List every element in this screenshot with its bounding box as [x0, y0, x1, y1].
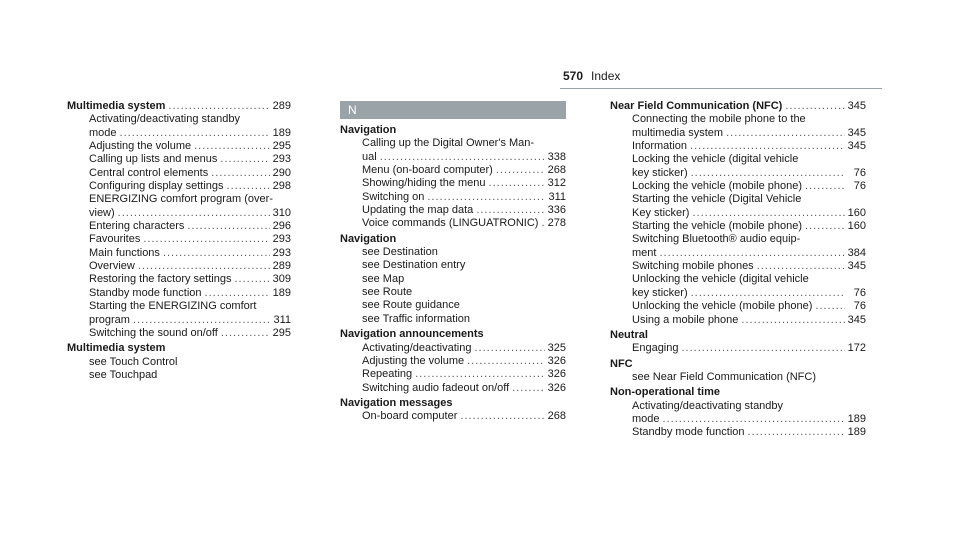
sub-entry: [340, 137, 566, 150]
sub-entry: [340, 355, 566, 368]
dot-leader: [133, 314, 270, 327]
sub-entry: [67, 127, 291, 140]
sub-entry: [67, 220, 291, 233]
dot-leader: [194, 140, 270, 153]
dot-leader: [541, 217, 544, 230]
page-reference: 345: [847, 313, 866, 326]
entry-heading-row: [67, 342, 291, 355]
page-reference: 290: [272, 166, 291, 179]
entry-heading: Neutral: [610, 328, 648, 341]
dot-leader: [220, 153, 269, 166]
sub-entry: [610, 247, 866, 260]
dot-leader: [691, 167, 845, 180]
sub-entry: [340, 342, 566, 355]
letter-header: N: [340, 101, 566, 119]
page-reference: 189: [847, 412, 866, 425]
sub-entry: [610, 426, 866, 439]
sub-entry-text: Key sticker): [632, 206, 690, 219]
entry-heading-row: [340, 328, 566, 341]
entry-heading: Navigation announcements: [340, 328, 484, 341]
dot-leader: [496, 164, 545, 177]
page-reference: 345: [847, 126, 866, 139]
sub-entry: [610, 260, 866, 273]
sub-entry-text: see Map: [362, 272, 405, 285]
sub-entry: [67, 356, 291, 369]
sub-entry-text: Adjusting the volume: [362, 354, 465, 367]
dot-leader: [415, 368, 544, 381]
sub-entry: [340, 273, 566, 286]
entry-heading-row: [610, 358, 866, 371]
sub-entry: [67, 153, 291, 166]
sub-entry-text: Voice commands (LINGUATRONIC): [362, 217, 539, 230]
sub-entry-text: see Destination entry: [362, 259, 466, 272]
sub-entry-text: mode: [632, 412, 660, 425]
sub-entry: [610, 140, 866, 153]
sub-entry: [340, 299, 566, 312]
sub-entry-text: Activating/deactivating standby: [89, 113, 241, 126]
dot-leader: [757, 260, 845, 273]
sub-entry-text: see Touch Control: [89, 355, 178, 368]
sub-entry-text: Starting the vehicle (Digital Vehicle: [632, 193, 802, 206]
sub-entry: [67, 140, 291, 153]
dot-leader: [211, 167, 269, 180]
sub-entry: [340, 217, 566, 230]
dot-leader: [512, 382, 544, 395]
sub-entry: [610, 220, 866, 233]
entry-heading-row: [67, 100, 291, 113]
sub-entry-text: mode: [89, 126, 117, 139]
index-entry: [340, 328, 566, 395]
index-entry: [610, 100, 866, 327]
entry-heading-row: [610, 329, 866, 342]
page-reference: 160: [847, 220, 866, 233]
sub-entry: [610, 180, 866, 193]
sub-entry-text: Activating/deactivating standby: [632, 399, 784, 412]
sub-entry: [340, 313, 566, 326]
dot-leader: [805, 180, 845, 193]
dot-leader: [227, 180, 270, 193]
page-reference: 345: [847, 100, 866, 112]
dot-leader: [691, 287, 845, 300]
sub-entry-text: Main functions: [89, 246, 160, 259]
entry-heading: Navigation messages: [340, 396, 453, 409]
dot-leader: [748, 426, 845, 439]
dot-leader: [120, 127, 270, 140]
sub-entry-text: Repeating: [362, 368, 413, 381]
page-reference: 289: [272, 260, 291, 273]
page-reference: 345: [847, 140, 866, 153]
sub-entry-text: Locking the vehicle (mobile phone): [632, 180, 802, 193]
index-entry: [340, 397, 566, 424]
dot-leader: [805, 220, 845, 233]
page-reference: 76: [853, 166, 866, 179]
sub-entry-text: Overview: [89, 260, 135, 273]
sub-entry-text: Unlocking the vehicle (digital vehicle: [632, 273, 809, 286]
dot-leader: [726, 127, 845, 140]
sub-entry-text: On-board computer: [362, 410, 458, 423]
sub-entry: [67, 369, 291, 382]
page-reference: 76: [853, 180, 866, 193]
sub-entry: [67, 300, 291, 313]
sub-entry-text: see Destination: [362, 246, 438, 259]
dot-leader: [663, 413, 845, 426]
page-reference: 384: [847, 246, 866, 259]
sub-entry: [67, 287, 291, 300]
header-rule: [560, 88, 882, 89]
sub-entry-text: Entering characters: [89, 220, 185, 233]
page-reference: 326: [547, 381, 566, 394]
entry-heading: Multimedia system: [67, 342, 166, 355]
dot-leader: [692, 207, 844, 220]
sub-entry: [67, 314, 291, 327]
sub-entry-text: key sticker): [632, 166, 688, 179]
page-reference: 326: [547, 354, 566, 367]
sub-entry: [340, 410, 566, 423]
entry-heading: Multimedia system: [67, 100, 166, 112]
sub-entry: [340, 259, 566, 272]
entry-heading-row: [610, 386, 866, 399]
sub-entry-text: Switching audio fadeout on/off: [362, 381, 510, 394]
entry-heading: Navigation: [340, 124, 397, 136]
sub-entry-text: see Traffic information: [362, 312, 471, 325]
dot-leader: [143, 233, 269, 246]
sub-entry-text: Menu (on-board computer): [362, 164, 493, 177]
sub-entry: [610, 413, 866, 426]
sub-entry: [67, 327, 291, 340]
dot-leader: [682, 342, 845, 355]
sub-entry-text: key sticker): [632, 286, 688, 299]
dot-leader: [815, 300, 845, 313]
page-reference: 311: [273, 313, 291, 326]
sub-entry-text: Starting the ENERGIZING comfort: [89, 300, 257, 313]
index-entry: [610, 358, 866, 385]
sub-entry: [340, 204, 566, 217]
sub-entry: [610, 273, 866, 286]
sub-entry-text: Connecting the mobile phone to the: [632, 113, 806, 126]
sub-entry: [610, 371, 866, 384]
entry-heading: Navigation: [340, 232, 397, 245]
entry-heading: Non-operational time: [610, 386, 721, 399]
sub-entry-text: Activating/deactivating: [362, 341, 472, 354]
sub-entry: [610, 314, 866, 327]
sub-entry-text: Favourites: [89, 233, 141, 246]
sub-entry: [340, 368, 566, 381]
page-reference: 310: [272, 206, 291, 219]
sub-entry: [340, 286, 566, 299]
page-reference: 76: [853, 300, 866, 313]
sub-entry: [67, 180, 291, 193]
dot-leader: [168, 100, 269, 113]
page-reference: 296: [272, 220, 291, 233]
page-reference: 160: [847, 206, 866, 219]
sub-entry-text: see Route guidance: [362, 299, 460, 312]
index-entry: [610, 386, 866, 439]
dot-leader: [489, 177, 545, 190]
dot-leader: [234, 273, 269, 286]
sub-entry-text: Locking the vehicle (digital vehicle: [632, 153, 799, 166]
dot-leader: [427, 191, 545, 204]
sub-entry: [610, 400, 866, 413]
sub-entry: [610, 287, 866, 300]
sub-entry-text: Information: [632, 140, 688, 153]
page-reference: 311: [548, 190, 566, 203]
entry-heading-row: [610, 100, 866, 113]
sub-entry: [610, 127, 866, 140]
entry-heading: Near Field Communication (NFC): [610, 100, 783, 112]
page-reference: 295: [272, 326, 291, 339]
sub-entry-text: Unlocking the vehicle (mobile phone): [632, 300, 813, 313]
page-reference: 189: [272, 126, 291, 139]
entry-heading: NFC: [610, 357, 633, 370]
sub-entry: [67, 207, 291, 220]
page-reference: 309: [272, 273, 291, 286]
page-reference: 325: [547, 341, 566, 354]
sub-entry-text: Configuring display settings: [89, 180, 224, 193]
sub-entry-text: program: [89, 313, 130, 326]
sub-entry: [610, 342, 866, 355]
page-reference: 189: [272, 286, 291, 299]
page-reference: 268: [547, 164, 566, 177]
index-entry: [340, 233, 566, 326]
entry-heading-row: [340, 397, 566, 410]
sub-entry-text: multimedia system: [632, 126, 724, 139]
sub-entry: [340, 151, 566, 164]
dot-leader: [467, 355, 545, 368]
page-reference: 268: [547, 410, 566, 423]
sub-entry-text: Switching the sound on/off: [89, 326, 218, 339]
index-entry: [610, 329, 866, 356]
sub-entry: [610, 153, 866, 166]
dot-leader: [205, 287, 270, 300]
sub-entry: [610, 207, 866, 220]
sub-entry-text: Switching Bluetooth® audio equip-: [632, 233, 801, 246]
index-column-1: [67, 100, 291, 384]
sub-entry-text: Engaging: [632, 342, 679, 355]
sub-entry-text: Switching mobile phones: [632, 260, 754, 273]
sub-entry-text: see Touchpad: [89, 368, 158, 381]
page-reference: 336: [547, 204, 566, 217]
index-entry: [67, 100, 291, 340]
sub-entry: [610, 167, 866, 180]
page-reference: 312: [547, 177, 566, 190]
sub-entry-text: Starting the vehicle (mobile phone): [632, 220, 802, 233]
page-reference: 345: [847, 260, 866, 273]
sub-entry: [67, 233, 291, 246]
dot-leader: [118, 207, 270, 220]
sub-entry-text: Switching on: [362, 190, 425, 203]
page-reference: 293: [272, 246, 291, 259]
sub-entry-text: Calling up the Digital Owner's Man-: [362, 137, 535, 150]
dot-leader: [476, 204, 544, 217]
sub-entry-text: Standby mode function: [632, 426, 745, 439]
dot-leader: [380, 151, 545, 164]
page-number: 570: [563, 69, 584, 83]
index-entry: [340, 124, 566, 231]
sub-entry: [340, 191, 566, 204]
sub-entry: [67, 193, 291, 206]
sub-entry: [340, 164, 566, 177]
sub-entry-text: Updating the map data: [362, 204, 474, 217]
index-column-2: [340, 100, 566, 426]
sub-entry-text: Calling up lists and menus: [89, 153, 218, 166]
sub-entry: [340, 177, 566, 190]
section-label: Index: [591, 69, 621, 83]
sub-entry: [610, 113, 866, 126]
sub-entry-text: Showing/hiding the menu: [362, 177, 486, 190]
dot-leader: [659, 247, 844, 260]
sub-entry-text: view): [89, 206, 115, 219]
dot-leader: [460, 410, 544, 423]
dot-leader: [741, 314, 844, 327]
dot-leader: [138, 260, 270, 273]
sub-entry: [610, 193, 866, 206]
page-reference: 76: [853, 286, 866, 299]
page-reference: 293: [272, 153, 291, 166]
sub-entry: [340, 246, 566, 259]
dot-leader: [187, 220, 269, 233]
page-reference: 298: [272, 180, 291, 193]
sub-entry-text: ment: [632, 246, 657, 259]
sub-entry-text: see Near Field Communication (NFC): [632, 370, 816, 383]
sub-entry-text: Restoring the factory settings: [89, 273, 232, 286]
entry-heading-row: [340, 124, 566, 137]
page-reference: 189: [847, 426, 866, 439]
index-column-3: [610, 100, 866, 442]
sub-entry-text: see Route: [362, 286, 413, 299]
sub-entry: [67, 273, 291, 286]
sub-entry: [67, 113, 291, 126]
dot-leader: [785, 100, 844, 113]
entry-heading-row: [340, 233, 566, 246]
sub-entry: [67, 167, 291, 180]
dot-leader: [221, 327, 270, 340]
page-reference: 295: [272, 140, 291, 153]
sub-entry: [610, 233, 866, 246]
dot-leader: [690, 140, 845, 153]
sub-entry-text: Adjusting the volume: [89, 140, 192, 153]
index-entry: [67, 342, 291, 382]
sub-entry-text: Using a mobile phone: [632, 313, 739, 326]
page-reference: 338: [547, 150, 566, 163]
dot-leader: [163, 247, 270, 260]
page-reference: 293: [272, 233, 291, 246]
sub-entry-text: Central control elements: [89, 166, 209, 179]
sub-entry: [610, 300, 866, 313]
sub-entry-text: Standby mode function: [89, 286, 202, 299]
sub-entry: [67, 247, 291, 260]
page-reference: 278: [547, 217, 566, 230]
sub-entry: [340, 382, 566, 395]
sub-entry-text: ENERGIZING comfort program (over-: [89, 193, 273, 206]
sub-entry: [67, 260, 291, 273]
page-reference: 172: [847, 342, 866, 355]
sub-entry-text: ual: [362, 150, 377, 163]
page-reference: 289: [272, 100, 291, 112]
dot-leader: [474, 342, 544, 355]
page-reference: 326: [547, 368, 566, 381]
page-header: [563, 69, 620, 89]
